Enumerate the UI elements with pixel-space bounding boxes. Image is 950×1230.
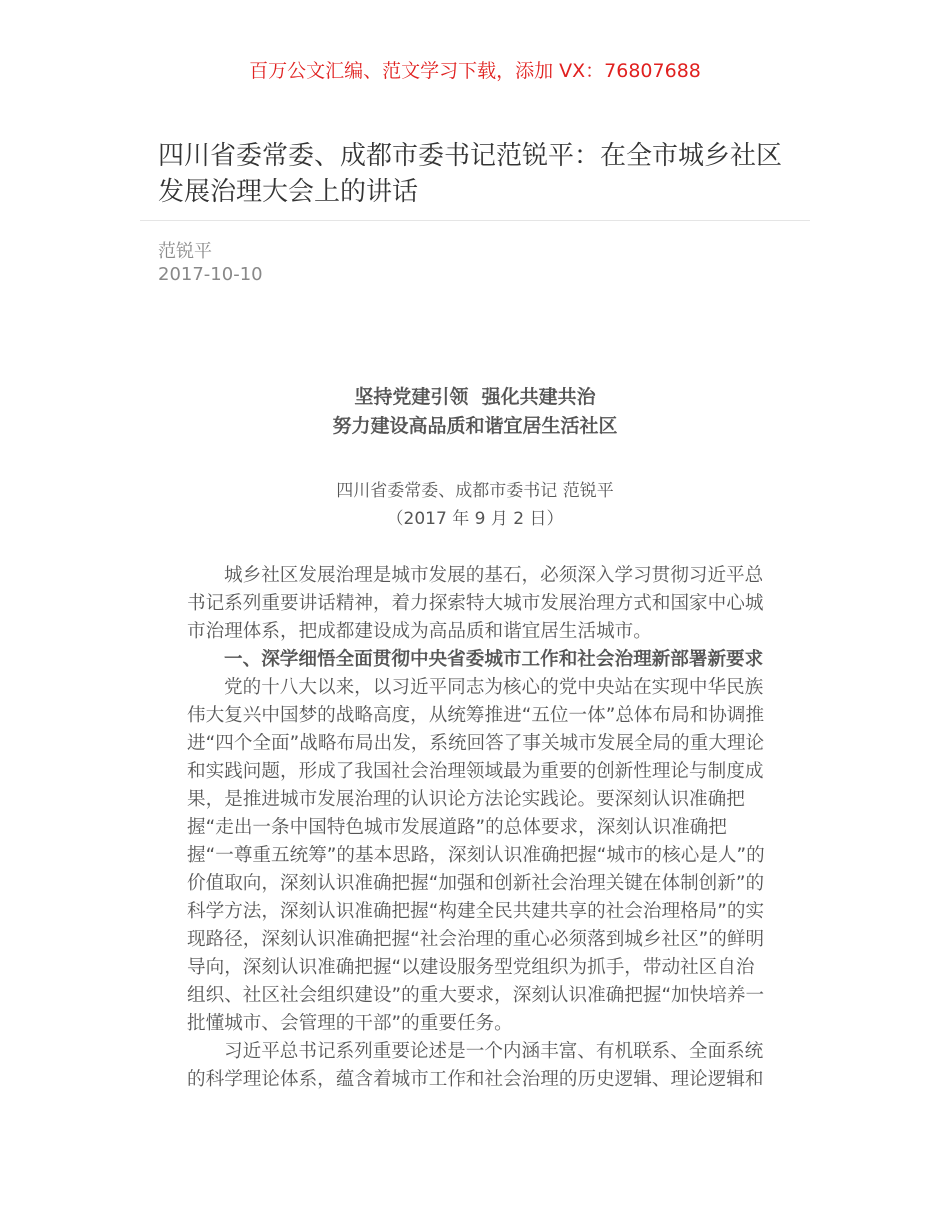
body-line: 握“一尊重五统筹”的基本思路，深刻认识准确把握“城市的核心是人”的 <box>187 845 765 866</box>
title-divider <box>140 220 810 221</box>
body-line: 书记系列重要讲话精神，着力探索特大城市发展治理方式和国家中心城 <box>187 593 764 614</box>
body-line: 握“走出一条中国特色城市发展道路”的总体要求，深刻认识准确把 <box>187 817 727 838</box>
body-line: 和实践问题，形成了我国社会治理领域最为重要的创新性理论与制度成 <box>187 761 764 782</box>
title-line: 四川省委常委、成都市委书记范锐平：在全市城乡社区 <box>158 141 783 171</box>
section-heading: 一、深学细悟全面贯彻中央省委城市工作和社会治理新部署新要求 <box>224 649 764 670</box>
speaker: 四川省委常委、成都市委书记 范锐平 <box>336 481 614 501</box>
body-line: 组织、社区社会组织建设”的重大要求，深刻认识准确把握“加快培养一 <box>187 985 765 1006</box>
body-line: 习近平总书记系列重要论述是一个内涵丰富、有机联系、全面系统 <box>224 1041 764 1062</box>
article-meta <box>158 240 263 286</box>
body-line: 进“四个全面”战略布局出发，系统回答了事关城市发展全局的重大理论 <box>187 733 765 754</box>
article-title <box>158 138 808 210</box>
speech-byline <box>0 477 950 533</box>
heading-line: 坚持党建引领 强化共建共治 <box>354 386 596 408</box>
body-line: 市治理体系，把成都建设成为高品质和谐宜居生活城市。 <box>187 621 652 642</box>
body-line: 导向，深刻认识准确把握“以建设服务型党组织为抓手，带动社区自治 <box>187 957 755 978</box>
body-line: 党的十八大以来，以习近平同志为核心的党中央站在实现中华民族 <box>224 677 764 698</box>
article-body <box>187 562 767 1094</box>
body-line: 批懂城市、会管理的干部”的重要任务。 <box>187 1013 513 1034</box>
body-line: 现路径，深刻认识准确把握“社会治理的重心必须落到城乡社区”的鲜明 <box>187 929 765 950</box>
body-line: 城乡社区发展治理是城市发展的基石，必须深入学习贯彻习近平总 <box>224 565 764 586</box>
body-line: 果，是推进城市发展治理的认识论方法论实践论。要深刻认识准确把 <box>187 789 745 810</box>
body-line: 科学方法，深刻认识准确把握“构建全民共建共享的社会治理格局”的实 <box>187 901 765 922</box>
heading-line: 努力建设高品质和谐宜居生活社区 <box>332 415 618 437</box>
speech-date: （2017 年 9 月 2 日） <box>386 509 564 529</box>
speech-heading <box>0 383 950 441</box>
body-line: 价值取向，深刻认识准确把握“加强和创新社会治理关键在体制创新”的 <box>187 873 765 894</box>
body-line: 伟大复兴中国梦的战略高度，从统筹推进“五位一体”总体布局和协调推 <box>187 705 765 726</box>
author: 范锐平 <box>158 241 212 262</box>
publish-date: 2017-10-10 <box>158 264 263 285</box>
body-line: 的科学理论体系，蕴含着城市工作和社会治理的历史逻辑、理论逻辑和 <box>187 1069 764 1090</box>
title-line: 发展治理大会上的讲话 <box>158 177 419 207</box>
promo-banner: 百万公文汇编、范文学习下载，添加 VX：76807688 <box>249 60 701 82</box>
